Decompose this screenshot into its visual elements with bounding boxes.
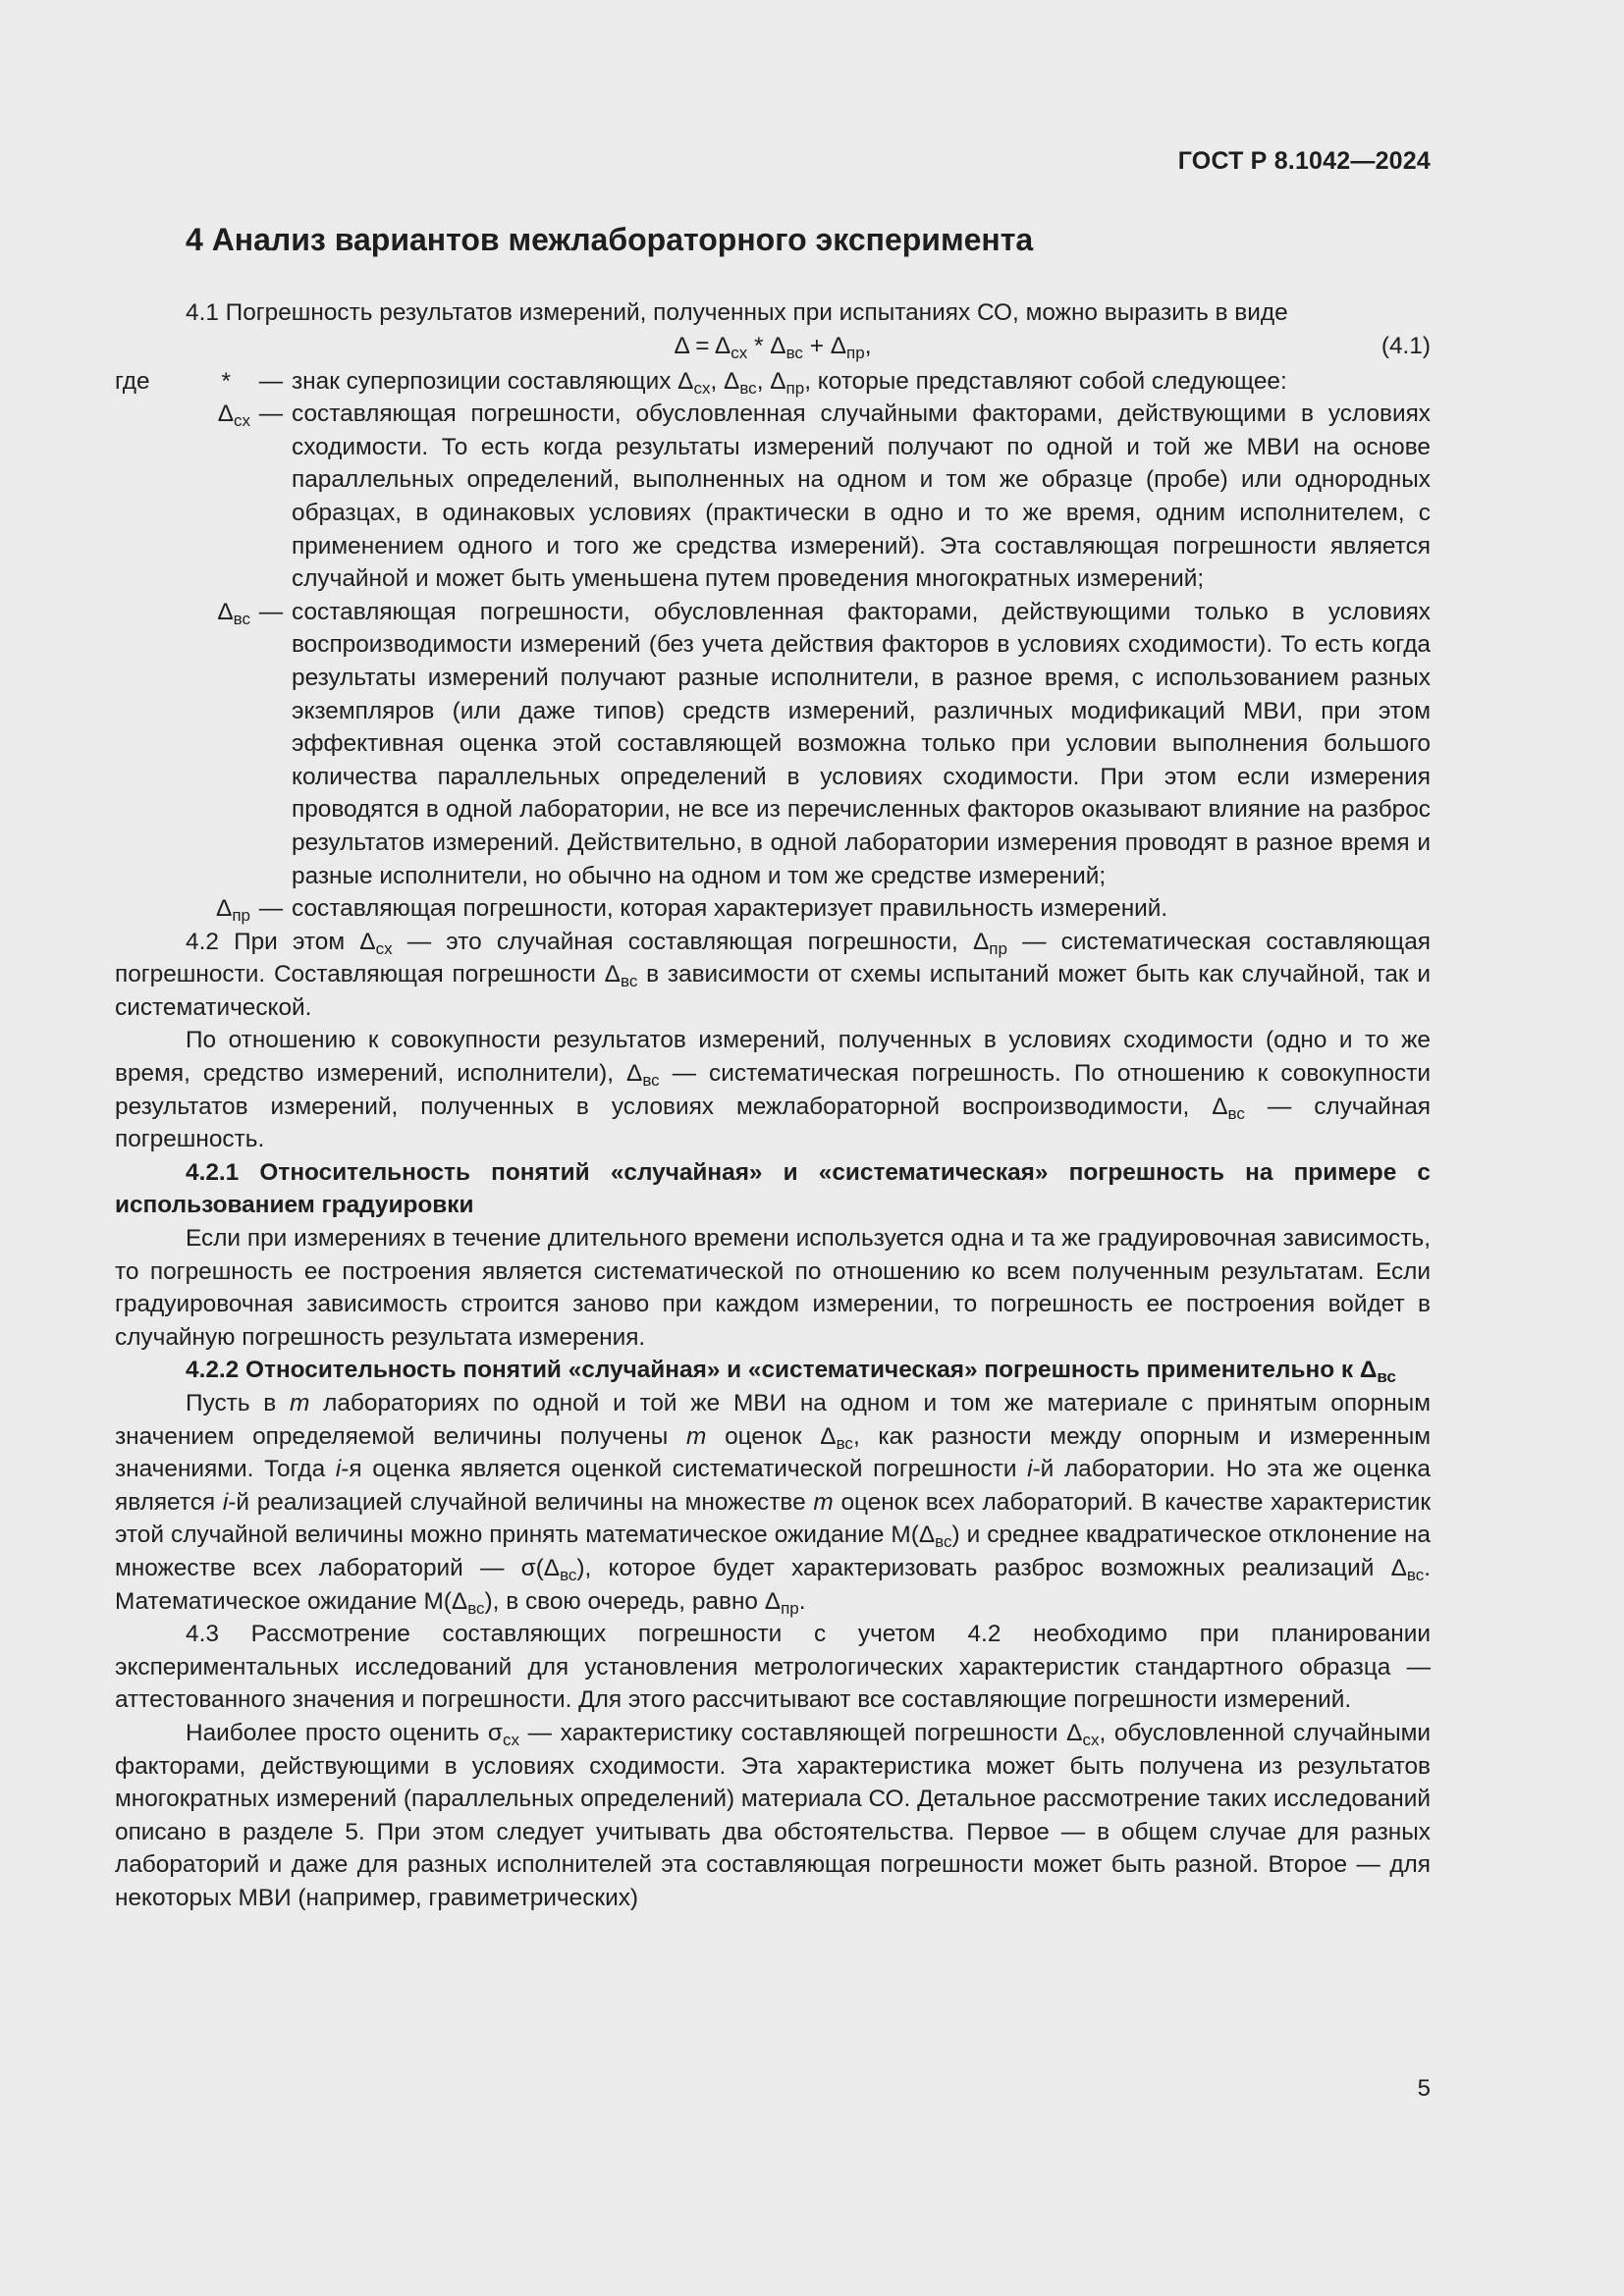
paragraph-4-2-continued: По отношению к совокупности результатов измерений, полученных в условиях сходимости (одно и то же время, средство измерений, исполнители), $\Delta_{вс}$ — систематическая погрешность. По отношению к совокупности результатов измерений, полученных в условиях межлабораторной воспроизводимости, $\Delta_{вс}$ — случайная погрешность. (115, 1027, 1431, 1153)
heading-4-2-2: 4.2.2 Относительность понятий «случайная» и «систематическая» погрешность применительно к $\Delta_{вс}$ (186, 1357, 1396, 1387)
section-title: 4 Анализ вариантов межлабораторного эксперимента (186, 222, 1034, 257)
definition-star: где * — знак суперпозиции составляющих $\Delta_{сх}$, $\Delta_{вс}$, $\Delta_{пр}$, которые представляют собой следующее: (115, 365, 1431, 399)
document-code: ГОСТ Р 8.1042—2024 (1177, 147, 1431, 175)
where-label: где (115, 367, 150, 395)
paragraph-4-2: 4.2 При этом $\Delta_{сх}$ — это случайная составляющая погрешности, $\Delta_{пр}$ — систематическая составляющая погрешности. Составляющая погрешности $\Delta_{вс}$ в зависимости от схемы испытаний может быть как случайной, так и систематической. (115, 928, 1432, 1021)
formula-4-1 (115, 330, 1431, 365)
paragraph-4-3-continued: Наиболее просто оценить $\sigma_{сх}$ — характеристику составляющей погрешности $\Delta_{сх}$, обусловленной случайными факторами, действующими в условиях сходимости. Эта характеристика может быть получена из результатов многократных измерений (параллельных определений) материала СО. Детальное рассмотрение таких исследований описано в разделе 5. При этом следует учитывать два обстоятельства. Первое — в общем случае для разных лабораторий и даже для разных исполнителей эта составляющая погрешности может быть разной. Второе — для некоторых МВИ (например, гравиметрических) (115, 1719, 1431, 1911)
delta-vs-symbol: $\Delta_{вс}$ (217, 598, 250, 628)
definition-star-text: знак суперпозиции составляющих $\Delta_{сх}$, $\Delta_{вс}$, $\Delta_{пр}$, которые представляют собой следующее: (292, 367, 1287, 398)
paragraph-4-2-1: Если при измерениях в течение длительного времени используется одна и та же градуировочная зависимость, то погрешность ее построения является систематической по отношению ко всем полученным результатам. Если градуировочная зависимость строится заново при каждом измерении, то погрешность ее построения войдет в случайную погрешность результата измерения. (115, 1225, 1431, 1351)
star-symbol: * (221, 367, 231, 395)
definition-delta-sx-text: составляющая погрешности, обусловленная случайными факторами, действующими в условиях сходимости. То есть когда результаты измерений получают по одной и той же МВИ на основе параллельных определений, выполненных на одном и том же образце (пробе) или однородных образцах, в одинаковых условиях (практически в одно и то же время, одним исполнителем, с применением одного и того же средства измерений). Эта составляющая погрешности является случайной и может быть уменьшена путем проведения многократных измерений; (292, 400, 1431, 593)
delta-sx-symbol: $\Delta_{сх}$ (217, 400, 250, 431)
heading-4-2-1: 4.2.1 Относительность понятий «случайная» и «систематическая» погрешность на примере с использованием градуировки (115, 1158, 1431, 1219)
page-number: 5 (1417, 2075, 1431, 2102)
page-content (115, 220, 1431, 1915)
definition-delta-sx: $\Delta_{сх}$ — составляющая погрешности, обусловленная случайными факторами, действующими в условиях сходимости. То есть когда результаты измерений получают по одной и той же МВИ на основе параллельных определений, выполненных на одном и том же образце (пробе) или однородных образцах, в одинаковых условиях (практически в одно и то же время, одним исполнителем, с применением одного и того же средства измерений). Эта составляющая погрешности является случайной и может быть уменьшена путем проведения многократных измерений; (115, 398, 1431, 596)
definition-delta-vs-text: составляющая погрешности, обусловленная факторами, действующими только в условиях воспроизводимости измерений (без учета действия факторов в условиях сходимости). То есть когда результаты измерений получают разные исполнители, в разное время, с использованием разных экземпляров (или даже типов) средств измерений, различных модификаций МВИ, при этом эффективная оценка этой составляющей возможна только при условии выполнения большого количества параллельных определений в условиях сходимости. При этом если измерения проводятся в одной лаборатории, не все из перечисленных факторов оказывают влияние на разброс результатов измерений. Действительно, в одной лаборатории измерения проводят в разное время и разные исполнители, но обычно на одном и том же средстве измерений; (292, 598, 1431, 889)
definition-delta-pr: $\Delta_{пр}$ — составляющая погрешности, которая характеризует правильность измерений. (115, 892, 1431, 926)
delta-pr-symbol: $\Delta_{пр}$ (216, 895, 250, 926)
paragraph-4-2-2: Пусть в m лабораториях по одной и той же МВИ на одном и том же материале с принятым опорным значением определяемой величины получены m оценок $\Delta_{вс}$, как разности между опорным и измеренным значениями. Тогда i-я оценка является оценкой систематической погрешности i-й лаборатории. Но эта же оценка является i-й реализацией случайной величины на множестве m оценок всех лабораторий. В качестве характеристик этой случайной величины можно принять математическое ожидание $M(\Delta_{вс})$ и среднее квадратическое отклонение на множестве всех лабораторий — $\sigma(\Delta_{вс})$, которое будет характеризовать разброс возможных реализаций $\Delta_{вс}$. Математическое ожидание $M(\Delta_{вс})$, в свою очередь, равно $\Delta_{пр}$. (115, 1390, 1431, 1618)
paragraph-4-1: 4.1 Погрешность результатов измерений, полученных при испытаниях СО, можно выразить в виде (186, 299, 1288, 326)
paragraph-4-3: 4.3 Рассмотрение составляющих погрешности с учетом 4.2 необходимо при планировании экспериментальных исследований для установления метрологических характеристик стандартного образца — аттестованного значения и погрешности. Для этого рассчитывают все составляющие погрешности измерений. (115, 1621, 1431, 1714)
formula-number: (4.1) (1380, 332, 1431, 359)
definition-delta-pr-text: составляющая погрешности, которая характеризует правильность измерений. (292, 895, 1168, 923)
definition-delta-vs: $\Delta_{вс}$ — составляющая погрешности, обусловленная факторами, действующими только в условиях воспроизводимости измерений (без учета действия факторов в условиях сходимости). То есть когда результаты измерений получают разные исполнители, в разное время, с использованием разных экземпляров (или даже типов) средств измерений, различных модификаций МВИ, при этом эффективная оценка этой составляющей возможна только при условии выполнения большого количества параллельных определений в условиях сходимости. При этом если измерения проводятся в одной лаборатории, не все из перечисленных факторов оказывают влияние на разброс результатов измерений. Действительно, в одной лаборатории измерения проводят в разное время и разные исполнители, но обычно на одном и том же средстве измерений; (115, 596, 1431, 892)
formula-expression: $\Delta = \Delta_{сх} * \Delta_{вс} + \Delta_{пр}$, (674, 332, 872, 362)
